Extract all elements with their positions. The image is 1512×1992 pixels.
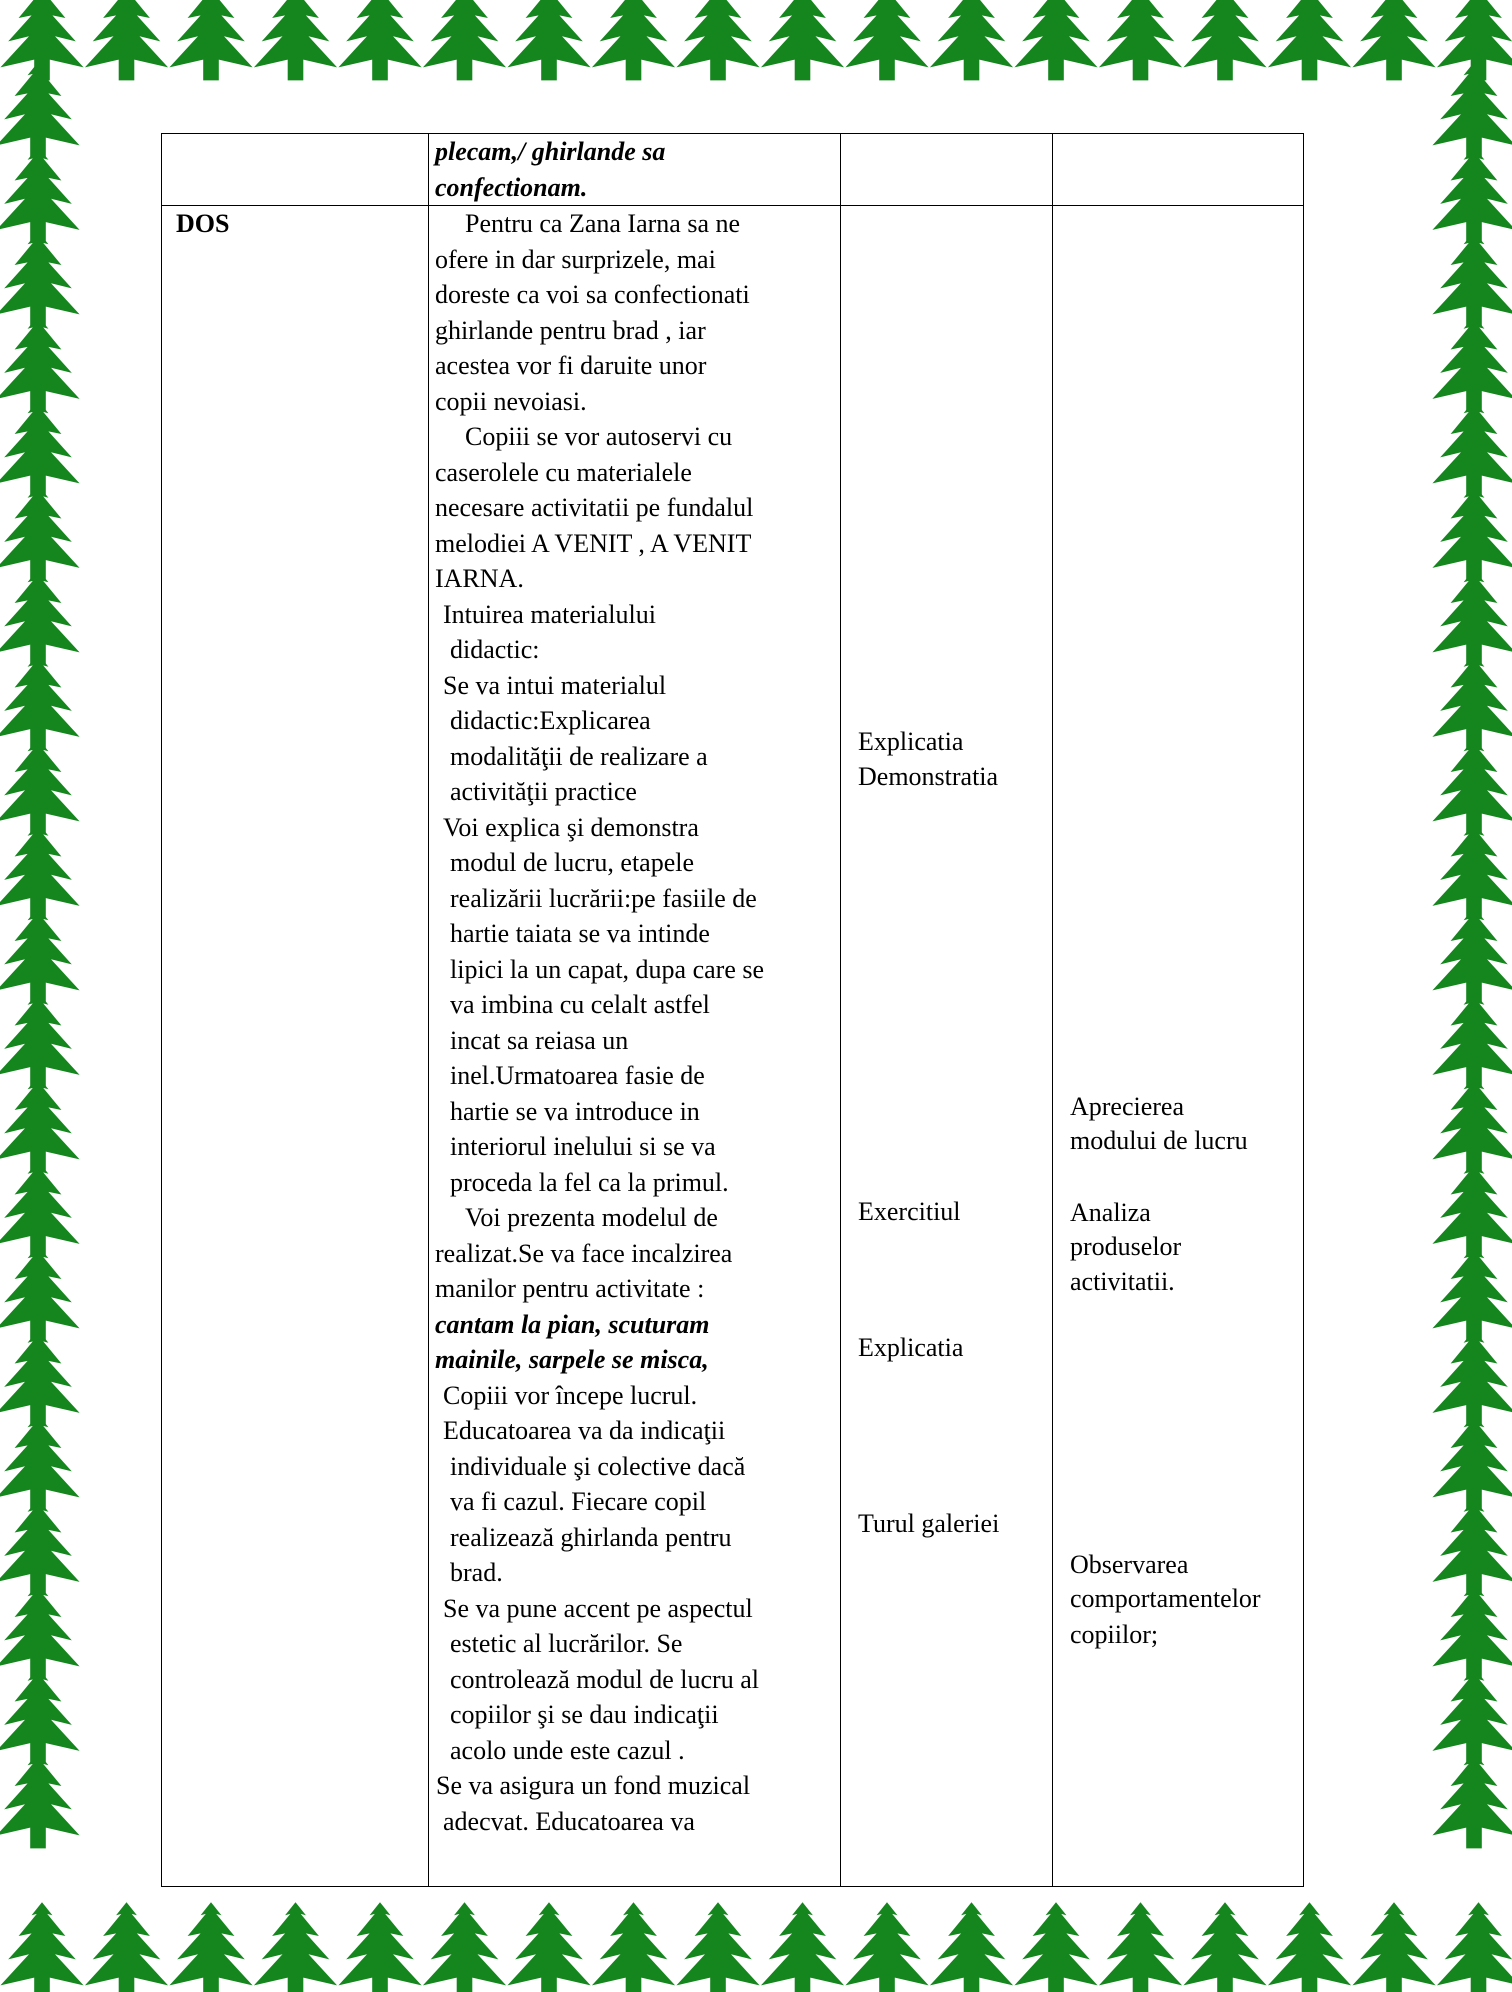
text-line: brad. — [450, 1558, 503, 1587]
tree-icon — [1432, 1330, 1512, 1426]
tree-icon — [0, 1414, 80, 1510]
text-line: IARNA. — [435, 564, 524, 593]
text-line: modul de lucru, etapele — [450, 848, 695, 877]
table-row — [162, 206, 1304, 1887]
text-line: va fi cazul. Fiecare copil — [450, 1487, 707, 1516]
tree-icon — [423, 1902, 506, 1992]
tree-icon — [0, 1752, 80, 1848]
text-line: plecam,/ ghirlande sa — [435, 137, 666, 166]
table-cell — [429, 134, 841, 206]
tree-icon — [676, 1902, 759, 1992]
tree-icon — [0, 62, 80, 158]
tree-icon — [1432, 147, 1512, 243]
tree-icon — [1432, 1668, 1512, 1764]
table-cell — [429, 206, 841, 1887]
text-line: realizează ghirlanda pentru — [450, 1522, 732, 1552]
tree-icon — [761, 1902, 844, 1992]
method-label: Explicatia — [858, 1333, 964, 1362]
tree-icon — [1432, 992, 1512, 1088]
tree-icon — [423, 0, 506, 80]
text-line: inel.Urmatoarea fasie de — [450, 1061, 705, 1090]
tree-icon — [1432, 654, 1512, 750]
text-line: controlează modul de lucru al — [450, 1664, 759, 1694]
text-line: realizat.Se va face incalzirea — [435, 1238, 733, 1268]
tree-icon — [930, 0, 1013, 80]
text-line: mainile, sarpele se misca, — [435, 1345, 709, 1374]
text-line: Educatoarea va da indicaţii — [443, 1416, 726, 1445]
text-line: caserolele cu materialele — [435, 457, 692, 487]
section-label: DOS — [176, 209, 230, 238]
text-line: ofere in dar surprizele, mai — [435, 244, 716, 274]
methods-cell — [841, 206, 1053, 1887]
tree-icon — [592, 1902, 675, 1992]
tree-icon — [338, 1902, 421, 1992]
text-line: didactic: — [450, 635, 540, 664]
tree-icon — [0, 485, 80, 581]
tree-icon — [1432, 1076, 1512, 1172]
text-line: copii nevoiasi. — [435, 386, 587, 416]
text-line: modalităţii de realizare a — [450, 741, 708, 771]
evaluation-label: comportamentelor — [1070, 1584, 1261, 1613]
text-line: Pentru ca Zana Iarna sa ne — [465, 209, 741, 238]
table-cell — [162, 206, 429, 1887]
table-row — [162, 134, 1304, 206]
text-line: Voi explica şi demonstra — [443, 812, 699, 842]
tree-icon — [1432, 1414, 1512, 1510]
method-label: Turul galeriei — [858, 1509, 1000, 1538]
text-line: acolo unde este cazul . — [450, 1735, 685, 1765]
tree-icon — [592, 0, 675, 80]
table-cell — [841, 134, 1053, 206]
method-label: Exercitiul — [858, 1197, 961, 1226]
text-line: activităţii practice — [450, 777, 637, 806]
tree-icon — [1432, 231, 1512, 327]
tree-icon — [0, 400, 80, 496]
tree-icon — [1437, 1902, 1512, 1992]
tree-icon — [85, 0, 168, 80]
tree-icon — [0, 569, 80, 665]
text-line: hartie se va introduce in — [450, 1096, 700, 1126]
text-line: realizării lucrării:pe fasiile de — [450, 883, 757, 913]
tree-icon — [1099, 0, 1182, 80]
text-line: incat sa reiasa un — [450, 1025, 629, 1055]
tree-icon — [845, 0, 928, 80]
tree-icon — [0, 147, 80, 243]
text-line: lipici la un capat, dupa care se — [450, 954, 765, 984]
evaluation-label: Aprecierea — [1070, 1092, 1185, 1121]
tree-icon — [1268, 1902, 1351, 1992]
tree-icon — [507, 1902, 590, 1992]
tree-icon — [0, 992, 80, 1088]
tree-icon — [1432, 316, 1512, 412]
tree-icon — [0, 823, 80, 919]
tree-icon — [845, 1902, 928, 1992]
tree-icon — [761, 0, 844, 80]
text-line: Se va pune accent pe aspectul — [443, 1593, 753, 1623]
evaluation-cell — [1053, 206, 1304, 1887]
tree-icon — [0, 316, 80, 412]
tree-icon — [1432, 738, 1512, 834]
evaluation-label: copiilor; — [1070, 1620, 1159, 1649]
text-line: individuale şi colective dacă — [450, 1451, 746, 1481]
tree-icon — [1183, 0, 1266, 80]
tree-icon — [169, 1902, 252, 1992]
evaluation-label: activitatii. — [1070, 1267, 1175, 1296]
text-line: manilor pentru activitate : — [435, 1274, 705, 1303]
tree-icon — [1432, 907, 1512, 1003]
text-line: Se va intui materialul — [443, 670, 667, 700]
text-line: melodiei A VENIT , A VENIT — [435, 528, 752, 558]
tree-icon — [1183, 1902, 1266, 1992]
tree-icon — [338, 0, 421, 80]
tree-icon — [0, 738, 80, 834]
text-line: proceda la fel ca la primul. — [450, 1167, 729, 1197]
tree-icon — [1352, 1902, 1435, 1992]
text-line: ghirlande pentru brad , iar — [435, 315, 706, 345]
tree-icon — [1432, 1161, 1512, 1257]
lesson-plan-table — [161, 133, 1304, 1887]
text-line: Voi prezenta modelul de — [465, 1203, 718, 1232]
tree-icon — [0, 231, 80, 327]
method-label: Explicatia — [858, 727, 964, 756]
text-line: Copiii se vor autoservi cu — [465, 422, 733, 451]
text-line: didactic:Explicarea — [450, 706, 651, 735]
evaluation-label: Observarea — [1070, 1550, 1189, 1579]
tree-icon — [1352, 0, 1435, 80]
tree-icon — [169, 0, 252, 80]
tree-icon — [0, 1245, 80, 1341]
text-line: interiorul inelului si se va — [450, 1132, 716, 1161]
text-line: cantam la pian, scuturam — [435, 1309, 710, 1339]
tree-icon — [1014, 1902, 1097, 1992]
tree-icon — [0, 907, 80, 1003]
method-label: Demonstratia — [858, 762, 999, 791]
tree-icon — [676, 0, 759, 80]
text-line: Se va asigura un fond muzical — [436, 1771, 751, 1800]
tree-icon — [1432, 485, 1512, 581]
text-line: acestea vor fi daruite unor — [435, 351, 707, 380]
tree-icon — [1432, 62, 1512, 158]
tree-icon — [1432, 823, 1512, 919]
tree-icon — [1432, 400, 1512, 496]
text-line: Intuirea materialului — [443, 599, 656, 629]
evaluation-label: Analiza — [1070, 1198, 1151, 1227]
table-cell — [162, 134, 429, 206]
evaluation-label: modului de lucru — [1070, 1126, 1248, 1155]
tree-icon — [85, 1902, 168, 1992]
text-line: necesare activitatii pe fundalul — [435, 493, 754, 522]
tree-icon — [0, 1330, 80, 1426]
text-line: doreste ca voi sa confectionati — [435, 280, 750, 309]
tree-icon — [1099, 1902, 1182, 1992]
tree-icon — [0, 1583, 80, 1679]
tree-icon — [1432, 569, 1512, 665]
text-line: adecvat. Educatoarea va — [443, 1806, 695, 1836]
text-line: hartie taiata se va intinde — [450, 919, 710, 948]
tree-icon — [0, 1161, 80, 1257]
tree-icon — [0, 1076, 80, 1172]
tree-icon — [1432, 1752, 1512, 1848]
tree-icon — [0, 1668, 80, 1764]
tree-icon — [1268, 0, 1351, 80]
tree-icon — [254, 1902, 337, 1992]
evaluation-label: produselor — [1070, 1232, 1182, 1261]
tree-icon — [0, 1902, 83, 1992]
tree-icon — [1432, 1245, 1512, 1341]
tree-icon — [930, 1902, 1013, 1992]
tree-icon — [1432, 1583, 1512, 1679]
text-line: estetic al lucrărilor. Se — [450, 1629, 683, 1658]
tree-icon — [0, 1499, 80, 1595]
text-line: copiilor şi se dau indicaţii — [450, 1700, 719, 1729]
text-line: va imbina cu celalt astfel — [450, 990, 710, 1019]
tree-icon — [507, 0, 590, 80]
text-line: Copiii vor începe lucrul. — [443, 1380, 698, 1410]
tree-icon — [0, 654, 80, 750]
tree-icon — [254, 0, 337, 80]
table-cell — [1053, 134, 1304, 206]
tree-icon — [1014, 0, 1097, 80]
text-line: confectionam. — [435, 172, 588, 202]
tree-icon — [1432, 1499, 1512, 1595]
